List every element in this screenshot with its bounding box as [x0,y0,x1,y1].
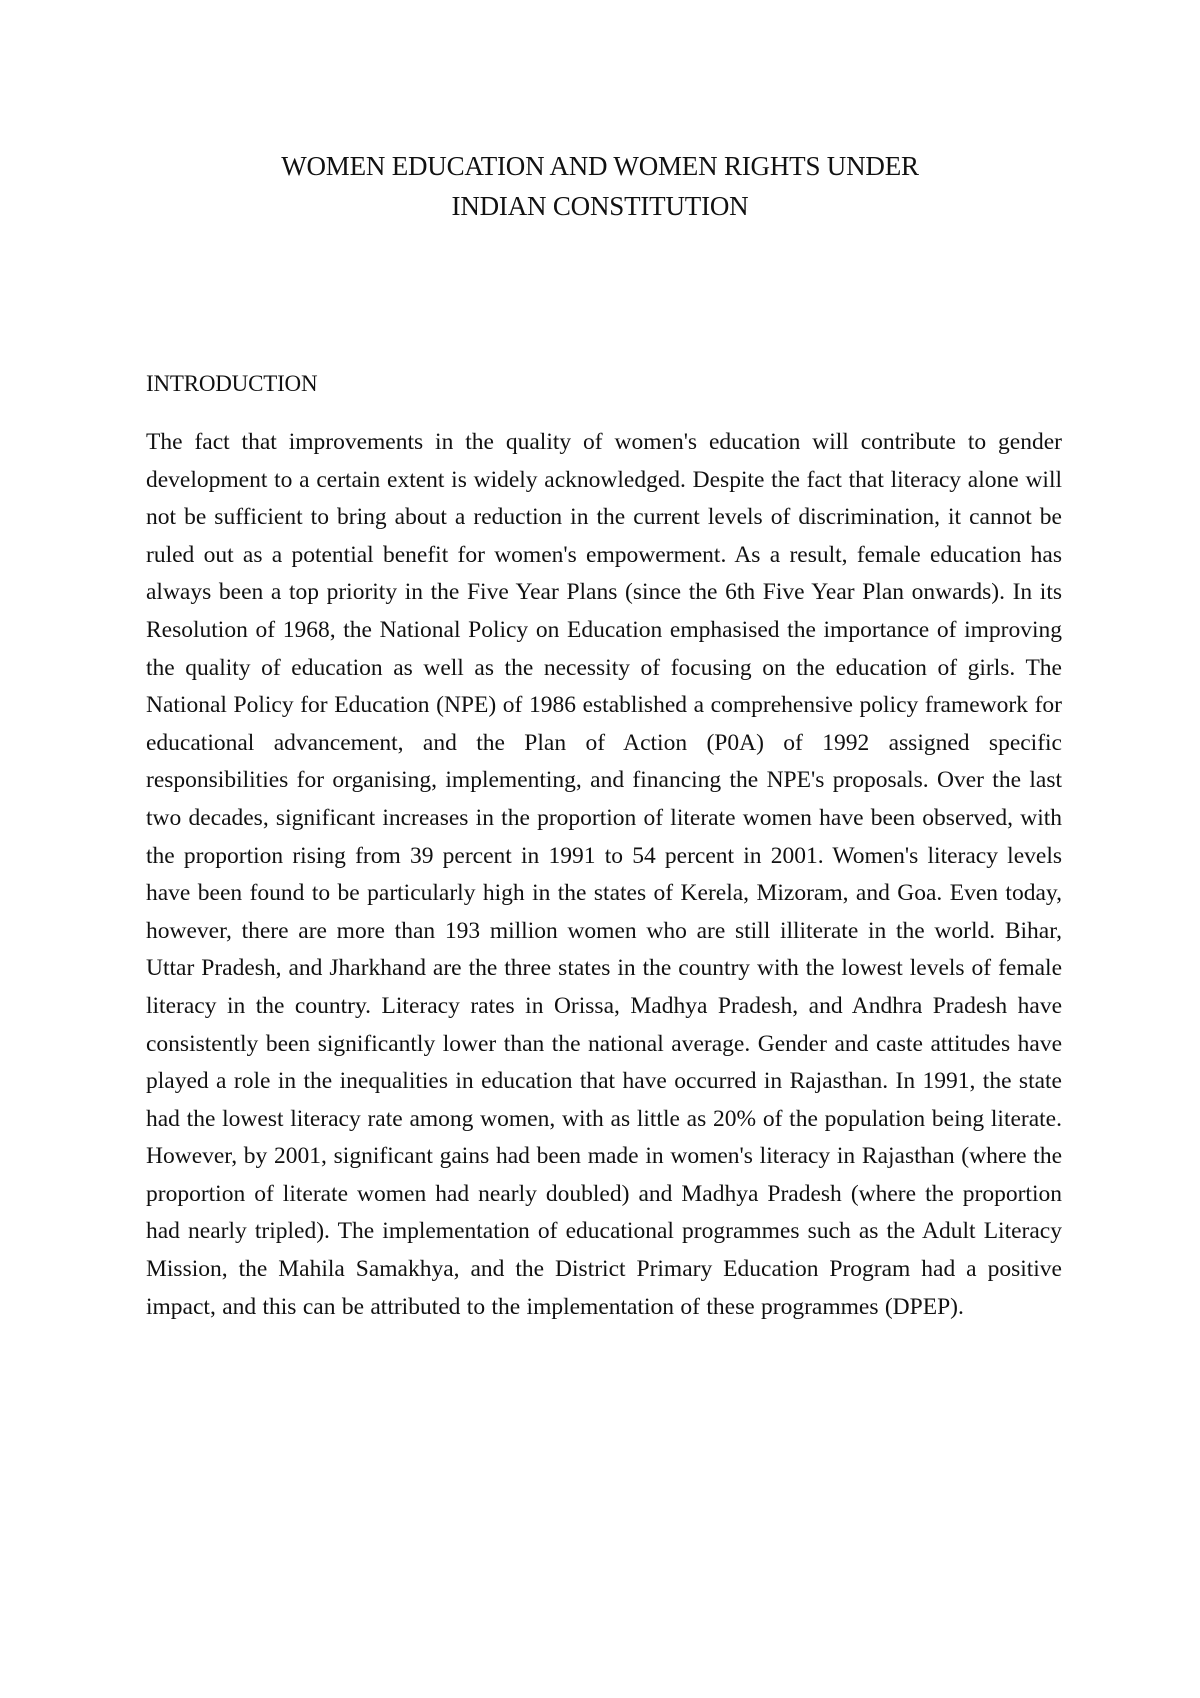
section-heading-introduction: INTRODUCTION [146,371,318,396]
document-title-line-1: WOMEN EDUCATION AND WOMEN RIGHTS UNDER [281,151,919,181]
document-title-line-2: INDIAN CONSTITUTION [451,191,749,221]
document-title [140,146,1060,226]
introduction-paragraph: The fact that improvements in the quality of women's education will contribute to gender development to a certain extent is widely acknowledged. Despite the fact that literacy alone will not be sufficient to bring about a reduction in the current levels of discrimination, it cannot be ruled out as a potential benefit for women's empowerment. As a result, female education has always been a top priority in the Five Year Plans (since the 6th Five Year Plan onwards). In its Resolution of 1968, the National Policy on Education emphasised the importance of improving the quality of education as well as the necessity of focusing on the education of girls. The National Policy for Education (NPE) of 1986 established a comprehensive policy framework for educational advancement, and the Plan of Action (P0A) of 1992 assigned specific responsibilities for organising, implementing, and financing the NPE's proposals. Over the last two decades, significant increases in the proportion of literate women have been observed, with the proportion rising from 39 percent in 1991 to 54 percent in 2001. Women's literacy levels have been found to be particularly high in the states of Kerela, Mizoram, and Goa. Even today, however, there are more than 193 million women who are still illiterate in the world. Bihar, Uttar Pradesh, and Jharkhand are the three states in the country with the lowest levels of female literacy in the country. Literacy rates in Orissa, Madhya Pradesh, and Andhra Pradesh have consistently been significantly lower than the national average. Gender and caste attitudes have played a role in the inequalities in education that have occurred in Rajasthan. In 1991, the state had the lowest literacy rate among women, with as little as 20% of the population being literate. However, by 2001, significant gains had been made in women's literacy in Rajasthan (where the proportion of literate women had nearly doubled) and Madhya Pradesh (where the proportion had nearly tripled). The implementation of educational programmes such as the Adult Literacy Mission, the Mahila Samakhya, and the District Primary Education Program had a positive impact, and this can be attributed to the implementation of these programmes (DPEP). [146,429,1062,1320]
